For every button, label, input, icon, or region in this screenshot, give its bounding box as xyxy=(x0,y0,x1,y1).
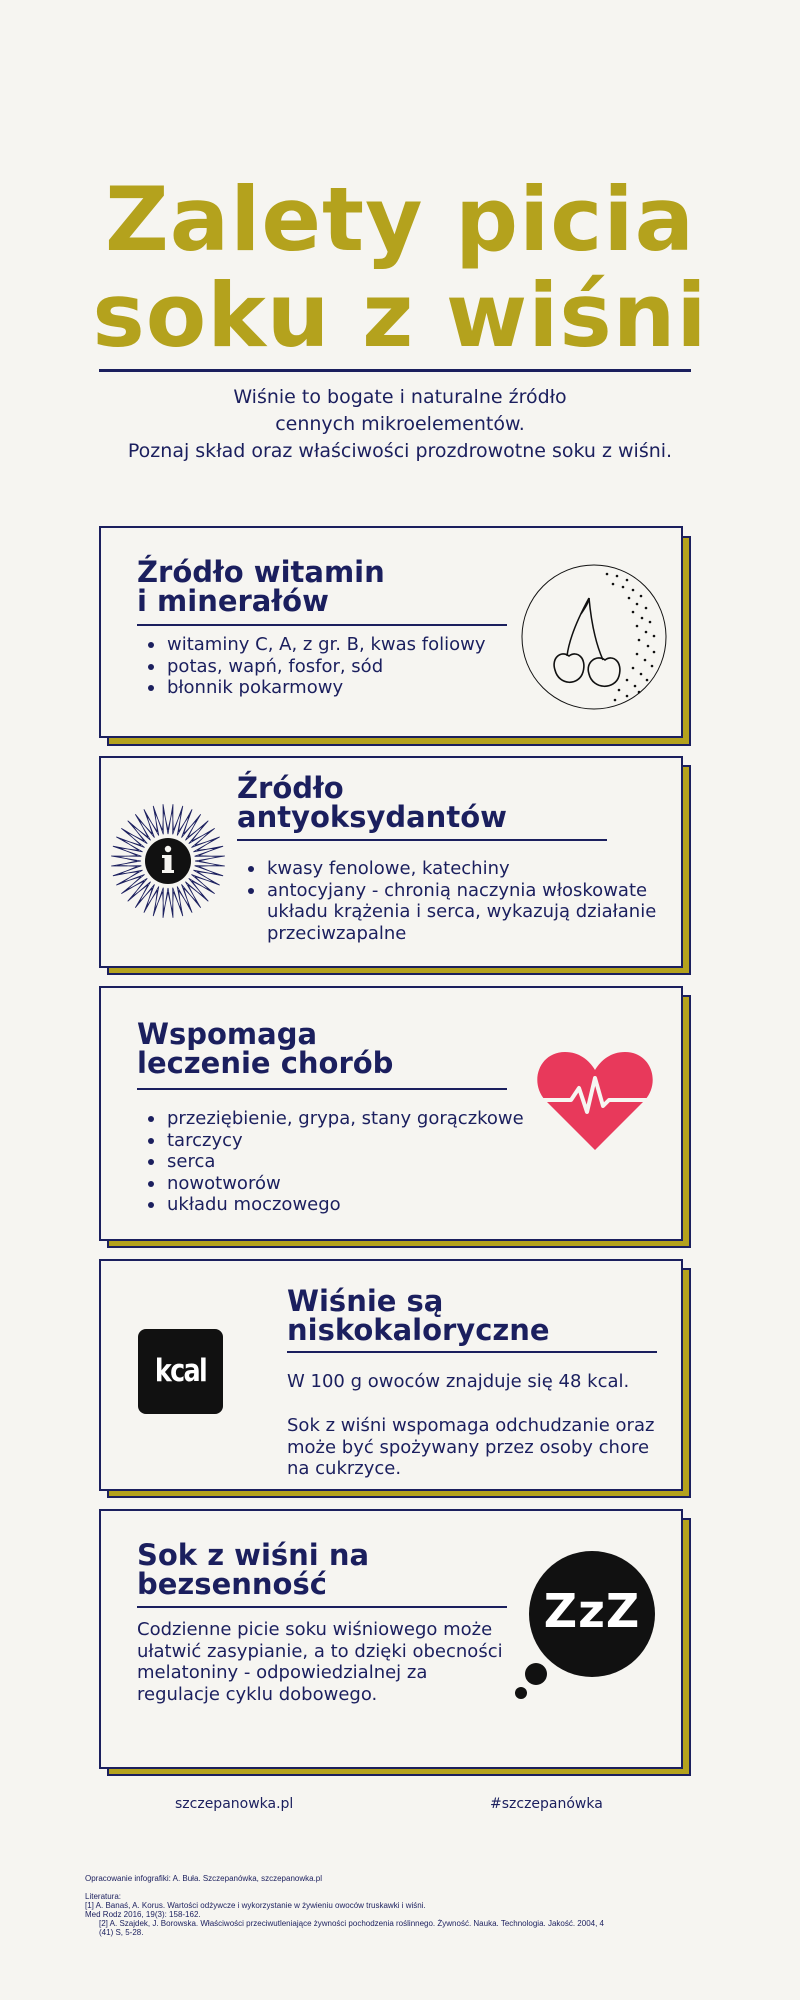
card-heading-line: leczenie chorób xyxy=(137,1046,394,1080)
card-heading-line: i minerałów xyxy=(137,584,329,618)
intro-line-1: Wiśnie to bogate i naturalne źródło xyxy=(233,386,567,408)
credits: Opracowanie infografiki: A. Buła. Szczepanówka, szczepanowka.pl xyxy=(85,1874,323,1883)
intro-text xyxy=(0,384,800,465)
list-item: potas, wapń, fosfor, sód xyxy=(137,656,486,678)
card-divider xyxy=(237,839,607,841)
reference-1-cont: Med Rodz 2016, 19(3): 158-162. xyxy=(85,1910,201,1919)
diseases-list xyxy=(137,1108,524,1216)
cherry-icon xyxy=(519,562,669,712)
card-heading-line: bezsenność xyxy=(137,1567,327,1601)
hashtag: #szczepanówka xyxy=(490,1796,603,1812)
list-item: przeziębienie, grypa, stany gorączkowe xyxy=(137,1108,524,1130)
reference-2-cont: (41) S, 5-28. xyxy=(99,1928,144,1937)
card-heading-line: Źródło witamin xyxy=(137,555,385,589)
zzz-text: ZzZ xyxy=(543,1584,641,1638)
list-item: antocyjany - chronią naczynia włoskowate układu krążenia i serca, wykazują działanie przeciwzapalne xyxy=(237,880,657,945)
list-item: układu moczowego xyxy=(137,1194,524,1216)
heartbeat-icon xyxy=(535,1048,655,1152)
title-line-2: soku z wiśni xyxy=(92,264,708,367)
insomnia-description: Codzienne picie soku wiśniowego może ułatwić zasypianie, a to dzięki obecności melatoniny - odpowiedzialnej za regulacje cyklu dobowego. xyxy=(137,1619,503,1705)
sleep-bubble-dot xyxy=(525,1663,547,1685)
sleep-bubble-icon xyxy=(519,1551,659,1711)
card-antioxidants xyxy=(99,756,683,968)
title-divider xyxy=(99,369,691,372)
intro-line-2: cennych mikroelementów. xyxy=(275,413,525,435)
card-heading-line: Wiśnie są xyxy=(287,1284,444,1318)
kcal-icon-text: kcal xyxy=(154,1353,207,1389)
page-title xyxy=(0,168,800,367)
card-heading xyxy=(137,1538,370,1601)
list-item: nowotworów xyxy=(137,1173,524,1195)
card-heading xyxy=(137,555,385,618)
card-divider xyxy=(137,1088,507,1090)
card-low-calorie xyxy=(99,1259,683,1491)
card-heading-line: Sok z wiśni na xyxy=(137,1538,370,1572)
list-item: błonnik pokarmowy xyxy=(137,677,486,699)
card-heading xyxy=(287,1284,550,1347)
card-divider xyxy=(137,624,507,626)
reference-1: [1] A. Banaś, A. Korus. Wartości odżywcze i wykorzystanie w żywieniu owoców truskawki i wiśni. xyxy=(85,1901,426,1910)
literature-label: Literatura: xyxy=(85,1892,122,1901)
card-diseases xyxy=(99,986,683,1241)
card-divider xyxy=(137,1606,507,1608)
card-heading-line: Wspomaga xyxy=(137,1017,318,1051)
card-insomnia xyxy=(99,1509,683,1769)
card-heading-line: antyoksydantów xyxy=(237,800,507,834)
card-vitamins xyxy=(99,526,683,738)
list-item: tarczycy xyxy=(137,1130,524,1152)
calorie-fact: W 100 g owoców znajduje się 48 kcal. xyxy=(287,1371,630,1392)
reference-2: [2] A. Szajdek, J. Borowska. Właściwości przeciwutleniające żywności pochodzenia roślinnego. Żywność. Nauka. Technologia. Jakość. 2004, 4 xyxy=(99,1919,604,1928)
list-item: witaminy C, A, z gr. B, kwas foliowy xyxy=(137,634,486,656)
card-heading xyxy=(237,771,507,834)
antioxidants-list xyxy=(237,858,657,944)
kcal-icon xyxy=(138,1329,223,1414)
card-heading-line: Źródło xyxy=(237,771,344,805)
info-starburst-icon xyxy=(109,802,227,920)
intro-line-3: Poznaj skład oraz właściwości prozdrowotne soku z wiśni. xyxy=(127,440,673,462)
title-line-1: Zalety picia xyxy=(105,168,695,271)
vitamins-list xyxy=(137,634,486,699)
sleep-bubble-dot xyxy=(515,1687,527,1699)
card-heading-line: niskokaloryczne xyxy=(287,1313,550,1347)
list-item: kwasy fenolowe, katechiny xyxy=(237,858,657,880)
site-link[interactable]: szczepanowka.pl xyxy=(175,1796,294,1812)
list-item: serca xyxy=(137,1151,524,1173)
card-heading xyxy=(137,1017,394,1080)
calorie-description: Sok z wiśni wspomaga odchudzanie oraz może być spożywany przez osoby chore na cukrzyce. xyxy=(287,1415,655,1479)
card-divider xyxy=(287,1351,657,1353)
